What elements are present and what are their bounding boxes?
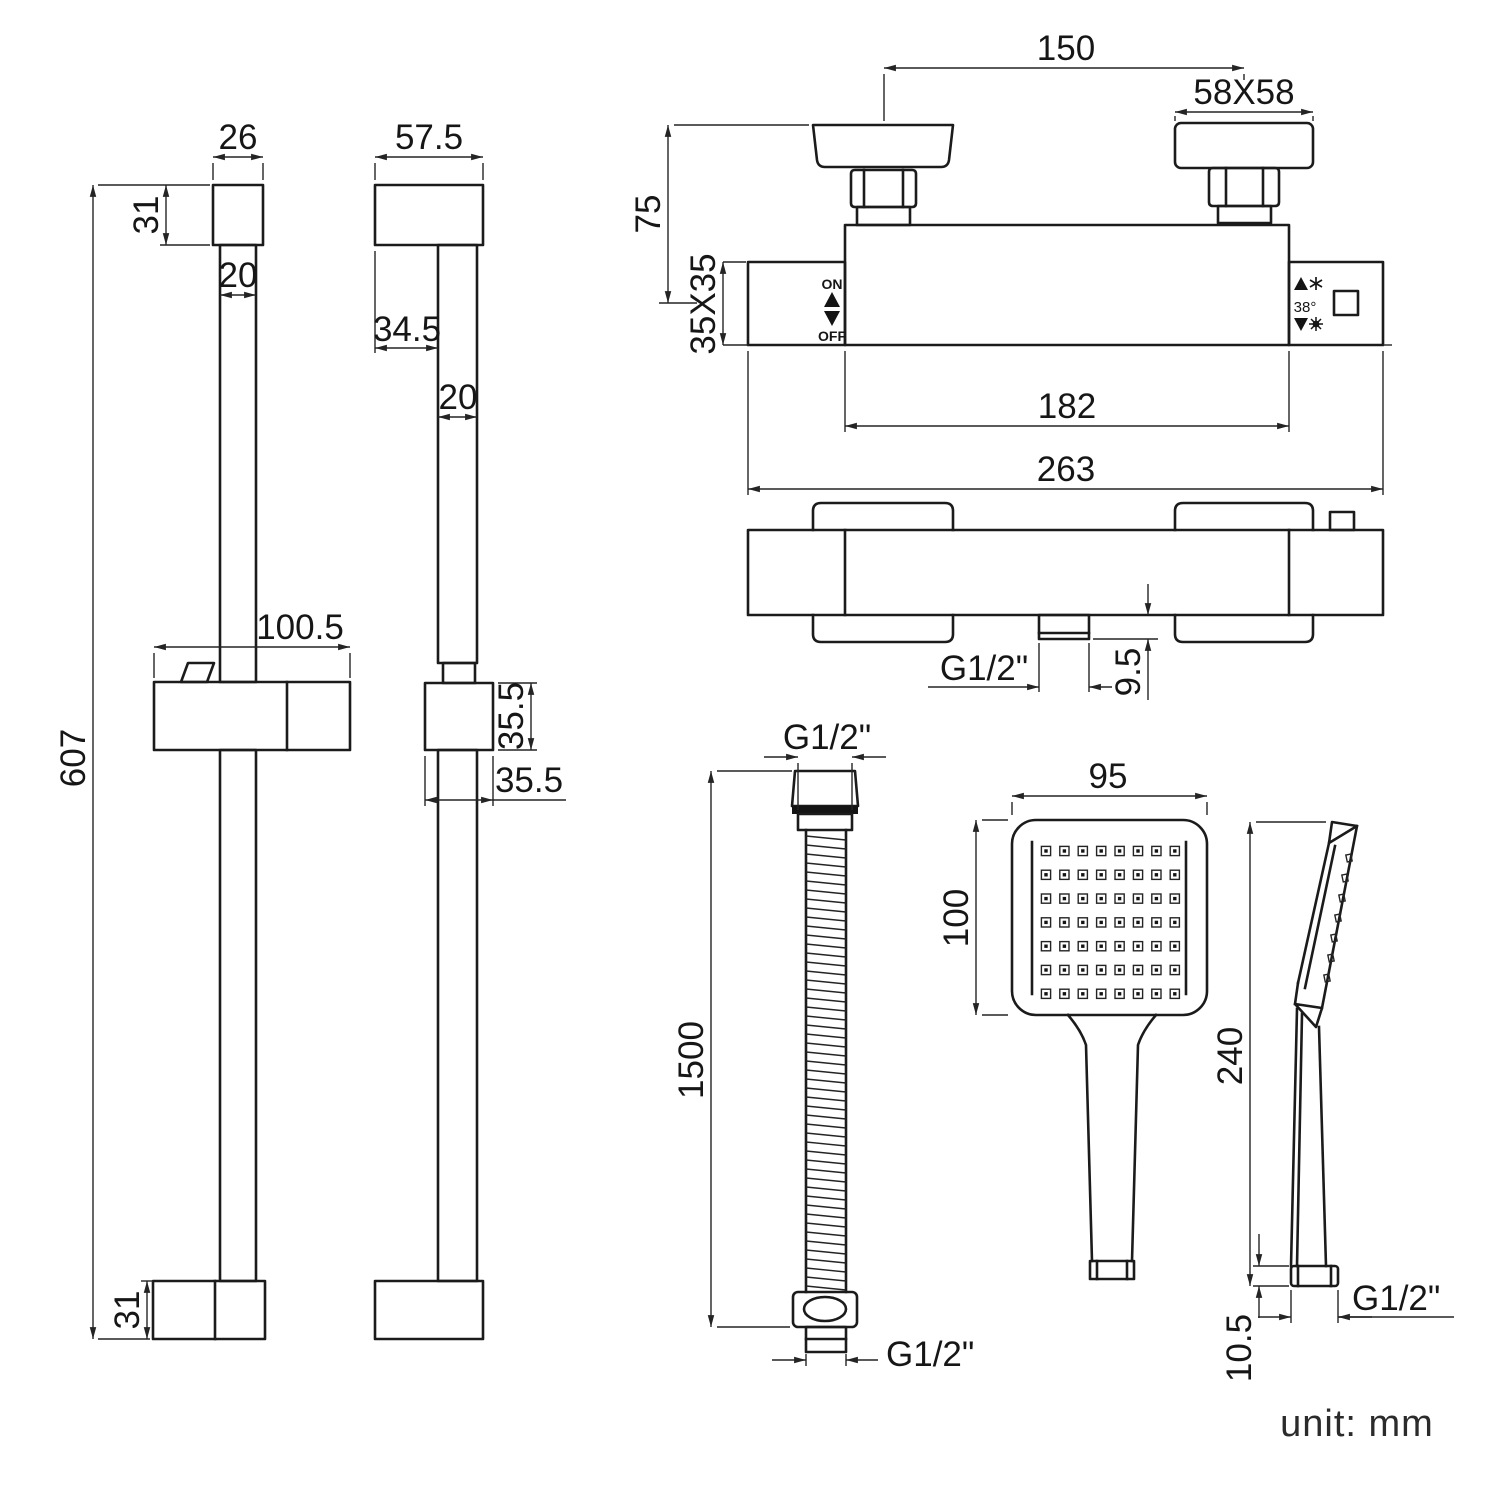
dim-railside-cap-width: 57.5	[394, 118, 464, 157]
dim-rail-foot-height: 31	[108, 1290, 147, 1330]
dim-railside-pole-width: 20	[438, 378, 478, 417]
dim-handset-thread: G1/2"	[1352, 1279, 1441, 1318]
dim-hose-bottom-thread: G1/2"	[886, 1335, 975, 1374]
sun-icon	[1309, 317, 1323, 331]
dim-handset-length: 240	[1211, 1026, 1250, 1086]
temp-setting-label: 38°	[1293, 299, 1317, 316]
dim-rail-cap-height: 31	[127, 195, 166, 235]
dim-rail-slider-width: 100.5	[256, 608, 344, 647]
dim-face-height: 100	[937, 888, 976, 948]
on-label: ON	[821, 276, 843, 292]
dim-connector-height: 10.5	[1220, 1313, 1259, 1383]
dim-rail-pole-width: 20	[218, 256, 258, 295]
unit-note: unit: mm	[1280, 1403, 1434, 1445]
dim-hose-top-thread: G1/2"	[782, 718, 872, 757]
dim-rail-height: 607	[54, 728, 93, 788]
dim-outlet-stub: 9.5	[1109, 647, 1148, 697]
dim-inlet-spacing: 150	[1036, 29, 1096, 68]
dim-handle-size: 35X35	[684, 253, 723, 355]
dim-outlet-thread: G1/2"	[939, 649, 1029, 688]
off-label: OFF	[818, 328, 846, 344]
dim-hose-length: 1500	[672, 1021, 711, 1099]
dim-railside-holder-depth: 35.5	[494, 761, 564, 800]
dim-inlet-height: 75	[629, 194, 668, 234]
dim-railside-holder-height: 35.5	[492, 681, 531, 751]
dim-overall-length: 263	[1036, 450, 1096, 489]
dim-escutcheon-size: 58X58	[1193, 73, 1295, 112]
dim-body-length: 182	[1037, 387, 1097, 426]
dim-rail-cap-width: 26	[218, 118, 258, 157]
dim-railside-offset: 34.5	[372, 310, 442, 349]
dim-face-width: 95	[1088, 757, 1128, 796]
